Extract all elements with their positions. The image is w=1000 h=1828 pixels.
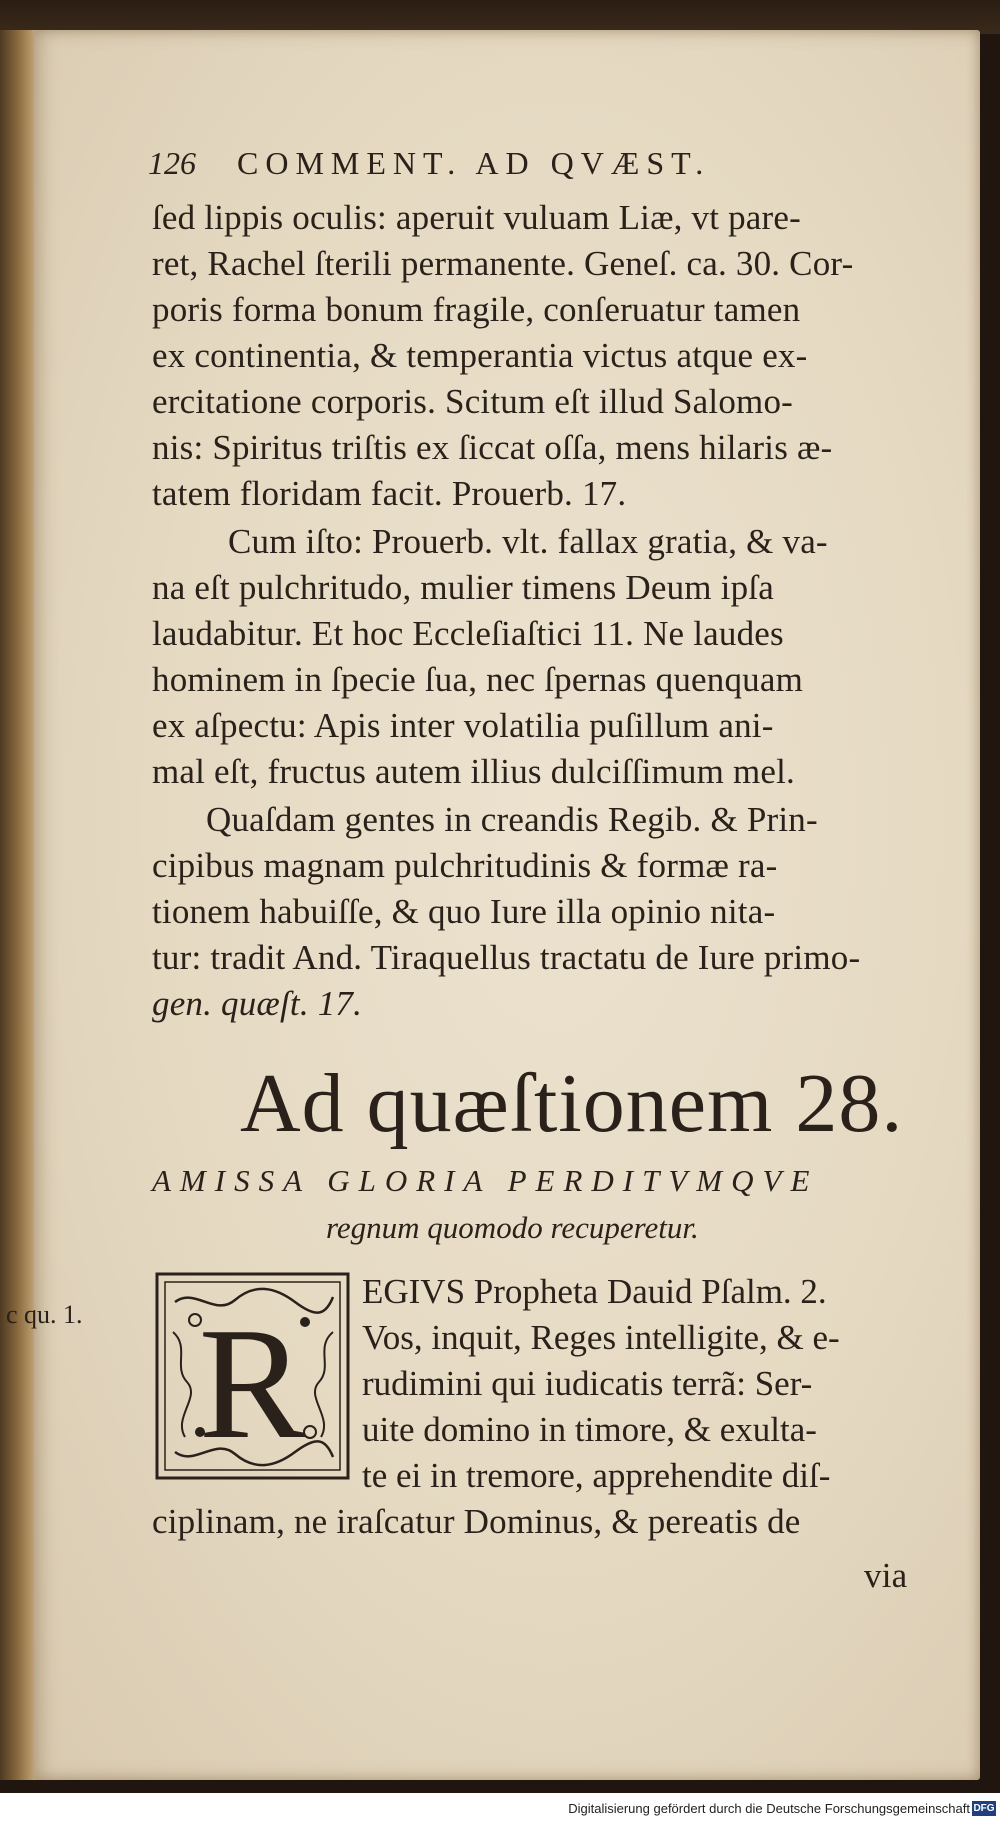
running-title: COMMENT. AD QVÆST. (237, 145, 711, 181)
body-line: ciplinam, ne iraſcatur Dominus, & pereatis de (152, 1502, 801, 1541)
body-line: tionem habuiſſe, & quo Iure illa opinio nita- (152, 892, 776, 931)
body-line: poris forma bonum fragile, conſeruatur tamen (152, 290, 801, 329)
svg-text:R: R (198, 1294, 306, 1472)
ornamental-initial-r-icon (155, 1272, 350, 1480)
dropcap-line: EGIVS Propheta Dauid Pſalm. 2. (362, 1272, 827, 1311)
running-header (148, 145, 710, 182)
page-number: 126 (148, 145, 196, 181)
funding-credit: Digitalisierung gefördert durch die Deutsche Forschungsgemeinschaft (568, 1801, 970, 1816)
body-line: hominem in ſpecie ſua, nec ſpernas quenquam (152, 660, 804, 699)
section-subtitle: AMISSA GLORIA PERDITVMQVE (152, 1163, 819, 1198)
body-line: mal eſt, fructus autem illius dulciſſimum mel. (152, 752, 795, 791)
body-line: gen. quæſt. 17. (152, 984, 363, 1023)
body-line: ercitatione corporis. Scitum eſt illud Salomo- (152, 382, 794, 421)
body-line: Quaſdam gentes in creandis Regib. & Prin- (206, 800, 818, 839)
section-subtitle-italic: regnum quomodo recuperetur. (326, 1210, 699, 1245)
body-line: Cum iſto: Prouerb. vlt. fallax gratia, & va- (228, 522, 828, 561)
dropcap-line: Vos, inquit, Reges intelligite, & e- (362, 1318, 840, 1357)
dfg-logo-icon: DFG (973, 1803, 995, 1814)
body-line: ex aſpectu: Apis inter volatilia puſillum ani- (152, 706, 774, 745)
margin-note: c qu. 1. (6, 1300, 83, 1329)
body-line: nis: Spiritus triſtis ex ſiccat oſſa, mens hilaris æ- (152, 428, 833, 467)
body-line: ex continentia, & temperantia victus atque ex- (152, 336, 808, 375)
section-heading: Ad quæſtionem 28. (240, 1057, 904, 1150)
body-line: tatem floridam facit. Prouerb. 17. (152, 474, 627, 513)
body-line: laudabitur. Et hoc Eccleſiaſtici 11. Ne laudes (152, 614, 784, 653)
body-line: cipibus magnam pulchritudinis & formæ ra- (152, 846, 778, 885)
body-line: tur: tradit And. Tiraquellus tractatu de Iure primo- (152, 938, 861, 977)
catchword: via (864, 1556, 908, 1595)
body-line: na eſt pulchritudo, mulier timens Deum ipſa (152, 568, 774, 607)
body-line: ſed lippis oculis: aperuit vuluam Liæ, vt pare- (152, 198, 801, 237)
dropcap-line: rudimini qui iudicatis terrã: Ser- (362, 1364, 813, 1403)
book-top-edge (0, 0, 1000, 34)
body-line: ret, Rachel ſterili permanente. Geneſ. ca. 30. Cor- (152, 244, 854, 283)
dropcap-line: te ei in tremore, apprehendite diſ- (362, 1456, 831, 1495)
digitization-footer (0, 1793, 1000, 1828)
dropcap-line: uite domino in timore, & exulta- (362, 1410, 817, 1449)
